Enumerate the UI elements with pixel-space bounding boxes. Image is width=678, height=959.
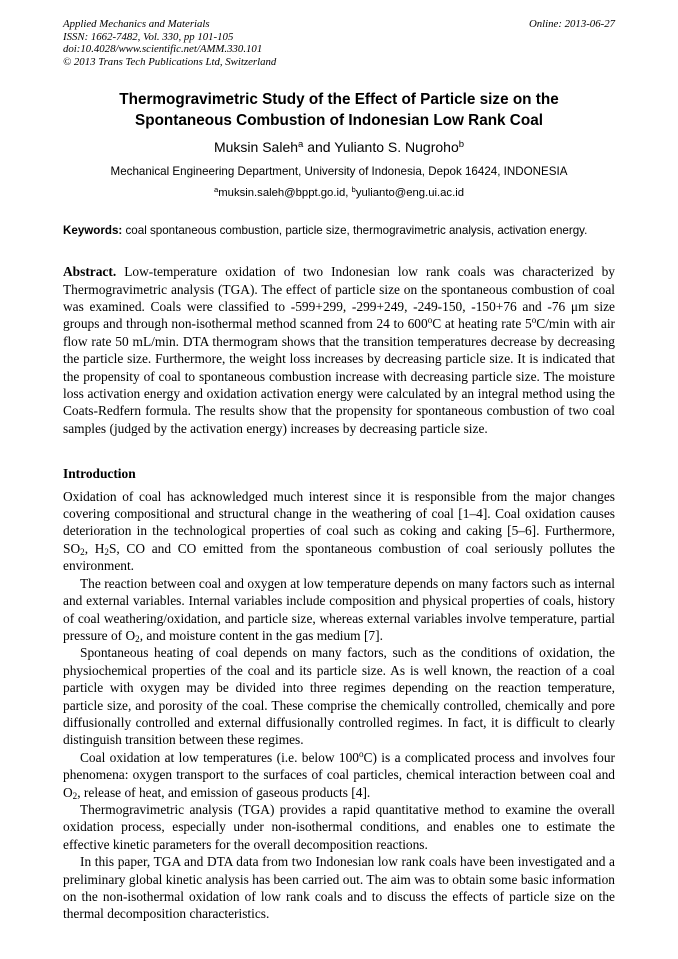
introduction-paragraph: In this paper, TGA and DTA data from two Indonesian low rank coals have been investigated and a preliminary global kinetic analysis has been carried out. The aim was to obtain some basic information on the non-isothermal oxidation of low rank coals and to discuss the effects of particle size on the thermal decomposition characteristics. (63, 854, 615, 922)
authors-line: Muksin Saleh$^a$ and Yulianto S. Nugroho$^b$ (213, 138, 465, 155)
paper-title-line1: Thermogravimetric Study of the Effect of Particle size on the (119, 91, 559, 108)
emails-line: $^a$muksin.saleh@bppt.go.id, $^b$yulianto@eng.ui.ac.id (213, 184, 465, 199)
introduction-paragraph: The reaction between coal and oxygen at low temperature depends on many factors such as internal and external variables. Internal variables include composition and physical properties of coals, history of coal weathering/oxidation, and particle size, whereas external variables involve temperature, partial pressure of $O_2$, and moisture content in the gas medium [7]. (63, 575, 615, 645)
journal-header-left (63, 18, 276, 68)
copyright-line: © 2013 Trans Tech Publications Ltd, Switzerland (63, 55, 277, 68)
introduction-paragraph: Thermogravimetric analysis (TGA) provides a rapid quantitative method to examine the overall oxidation process, especially under non-isothermal conditions, and enables one to estimate the effective kinetic parameters for the overall decomposition reactions. (63, 801, 615, 852)
doi-line: doi:10.4028/www.scientific.net/AMM.330.101 (63, 43, 263, 55)
affiliation-line: Mechanical Engineering Department, University of Indonesia, Depok 16424, INDONESIA (110, 165, 568, 178)
introduction-paragraph: Coal oxidation at low temperatures (i.e. below 100$^o$C) is a complicated process and involves four phenomena: oxygen transport to the surfaces of coal particles, chemical interaction between coal and $O_2$, release of heat, and emission of gaseous products [4]. (63, 748, 615, 801)
issn-volume-line: ISSN: 1662-7482, Vol. 330, pp 101-105 (63, 30, 234, 43)
journal-name: Applied Mechanics and Materials (63, 18, 210, 30)
paper-title (63, 89, 615, 131)
online-date: Online: 2013-06-27 (528, 18, 615, 30)
keywords-line: Keywords: coal spontaneous combustion, particle size, thermogravimetric analysis, activation energy. (63, 224, 588, 237)
section-heading-introduction: Introduction (63, 466, 136, 482)
journal-header (63, 18, 615, 68)
abstract-paragraph: Abstract. Low-temperature oxidation of two Indonesian low rank coals was characterized by Thermogravimetric analysis (TGA). The effect of particle size on the spontaneous combustion of coal was examined. Coals were classified to -599+299, -299+249, -249-150, -150+76 and -76 μm size groups and through non-isothermal method scanned from 24 to 600$^o$C at heating rate 5$^o$C/min with air flow rate 50 mL/min. DTA thermogram shows that the transition temperatures decrease by decreasing the particle size. Furthermore, the weight loss increases by decreasing particle size. It is indicated that the propensity of coal to spontaneous combustion increase with decreasing particle size. The moisture loss activation energy and oxidation activation energy were calculated by an integral method using the Coats-Redfern formula. The results show that the propensity for spontaneous combustion of two coal samples (judged by the activation energy) increases by decreasing particle size. (63, 264, 616, 436)
introduction-paragraph: Spontaneous heating of coal depends on many factors, such as the conditions of oxidation, the physiochemical properties of the coal and its particle size. As is well known, the reaction of a coal particle with oxygen may be divided into three regimes depending on the reaction temperature, particle size, and porosity of the coal. These comprise the chemically controlled, chemically and pore diffusionally controlled and external diffusionally controlled regimes. In fact, it is difficult to clearly distinguish transition between these regimes. (63, 645, 615, 748)
paper-title-line2: Spontaneous Combustion of Indonesian Low Rank Coal (135, 112, 543, 129)
introduction-paragraph: Oxidation of coal has acknowledged much interest since it is responsible from the major changes covering compositional and structural change in the weathering of coal [1–4]. Coal oxidation causes deterioration in the technological properties of coal such as coking and caking [5–6]. Furthermore, $SO_2$, $H_2S$, CO and CO emitted from the spontaneous combustion of coal seriously pollutes the environment. (63, 488, 615, 574)
